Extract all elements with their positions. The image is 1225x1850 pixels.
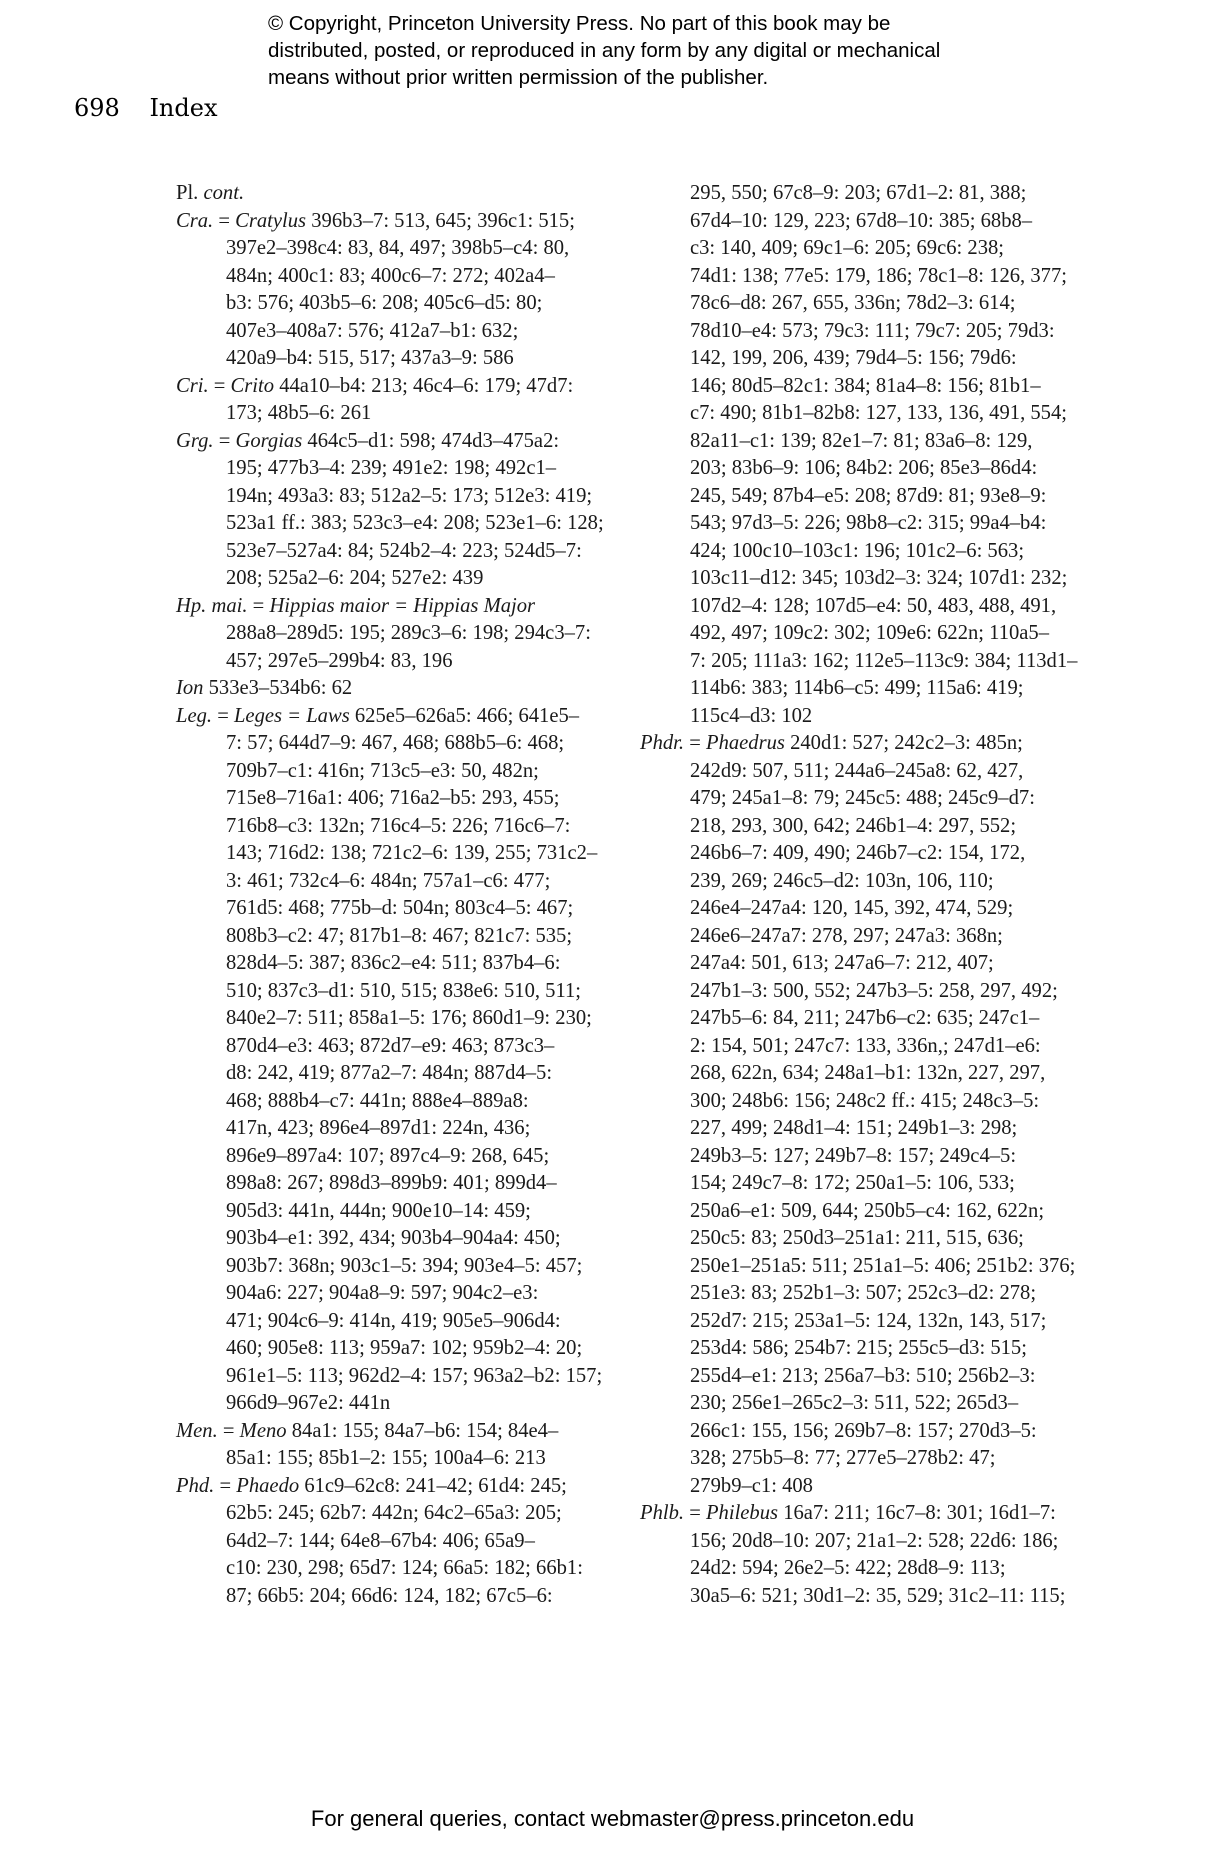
index-entry-line xyxy=(640,895,1060,923)
entry-refs: 898a8: 267; 898d3–899b9: 401; 899d4– xyxy=(226,1172,557,1194)
index-entry-line xyxy=(640,1170,1060,1198)
index-entry-line xyxy=(640,1363,1060,1391)
index-entry-head xyxy=(176,1418,606,1446)
entry-abbreviation: Grg. xyxy=(176,429,214,452)
index-entry-line xyxy=(640,675,1060,703)
index-entry-line xyxy=(176,1033,606,1061)
index-entry-line xyxy=(176,318,606,346)
index-entry-line xyxy=(640,318,1060,346)
index-entry-line xyxy=(640,1280,1060,1308)
index-entry-line xyxy=(176,785,606,813)
index-entry-line xyxy=(176,1363,606,1391)
entry-refs: 828d4–5: 387; 836c2–e4: 511; 837b4–6: xyxy=(226,952,561,974)
footer-contact: For general queries, contact webmaster@press.princeton.edu xyxy=(310,1806,915,1831)
running-title: Index xyxy=(149,94,218,122)
index-entry-line xyxy=(176,1528,606,1556)
entry-refs: 457; 297e5–299b4: 83, 196 xyxy=(226,649,453,672)
copyright-notice xyxy=(268,10,1028,91)
copyright-line: means without prior written permission of the publisher. xyxy=(268,66,769,89)
entry-refs: 300; 248b6: 156; 248c2 ff.: 415; 248c3–5: xyxy=(690,1089,1040,1112)
index-entry-line xyxy=(640,1473,1060,1501)
index-entry-line xyxy=(176,1005,606,1033)
index-entry-line xyxy=(176,1308,606,1336)
entry-refs: 761d5: 468; 775b–d: 504n; 803c4–5: 467; xyxy=(226,897,574,919)
index-entry-line xyxy=(176,1198,606,1226)
entry-abbreviation: Phdr. xyxy=(640,732,685,754)
index-entry-line xyxy=(640,1308,1060,1336)
index-entry-line xyxy=(640,1555,1060,1583)
entry-refs: 142, 199, 206, 439; 79d4–5: 156; 79d6: xyxy=(690,347,1017,369)
entry-refs: 903b7: 368n; 903c1–5: 394; 903e4–5: 457; xyxy=(226,1254,583,1277)
entry-refs: 251e3: 83; 252b1–3: 507; 252c3–d2: 278; xyxy=(690,1282,1037,1304)
entry-refs: 247b5–6: 84, 211; 247b6–c2: 635; 247c1– xyxy=(690,1007,1040,1029)
index-entry-line xyxy=(176,620,606,648)
index-entry-line xyxy=(640,1335,1060,1363)
entry-refs: 468; 888b4–c7: 441n; 888e4–889a8: xyxy=(226,1089,529,1112)
entry-equals: = xyxy=(214,1474,237,1497)
continuation-prefix: Pl. xyxy=(176,182,204,204)
index-entry-line xyxy=(176,1115,606,1143)
entry-equals: = xyxy=(247,594,270,617)
entry-refs: 156; 20d8–10: 207; 21a1–2: 528; 22d6: 186; xyxy=(690,1529,1059,1552)
entry-refs: 74d1: 138; 77e5: 179, 186; 78c1–8: 126, 377; xyxy=(690,264,1067,287)
entry-title: Leges = Laws xyxy=(233,704,350,727)
entry-refs: 246e4–247a4: 120, 145, 392, 474, 529; xyxy=(690,897,1014,919)
entry-refs: 533e3–534b6: 62 xyxy=(208,677,353,699)
entry-refs: 464c5–d1: 598; 474d3–475a2: xyxy=(307,429,560,452)
index-entry-line xyxy=(176,1555,606,1583)
entry-refs: 16a7: 211; 16c7–8: 301; 16d1–7: xyxy=(783,1502,1056,1524)
index-entry-line xyxy=(176,978,606,1006)
index-entry-line xyxy=(640,1033,1060,1061)
index-entry-head xyxy=(176,428,606,456)
index-entry-head xyxy=(176,208,606,236)
index-entry-line xyxy=(176,1253,606,1281)
entry-refs: 107d2–4: 128; 107d5–e4: 50, 483, 488, 491, xyxy=(690,594,1057,617)
entry-refs: 247a4: 501, 613; 247a6–7: 212, 407; xyxy=(690,952,994,974)
index-entry-line xyxy=(640,1143,1060,1171)
entry-refs: 250e1–251a5: 511; 251a1–5: 406; 251b2: 376; xyxy=(690,1254,1076,1277)
index-entry-line xyxy=(640,1445,1060,1473)
entry-refs: c10: 230, 298; 65d7: 124; 66a5: 182; 66b1: xyxy=(226,1557,583,1579)
page-number: 698 xyxy=(74,94,120,122)
entry-refs: 523e7–527a4: 84; 524b2–4: 223; 524d5–7: xyxy=(226,539,582,562)
index-entry-line xyxy=(640,455,1060,483)
entry-refs: 246b6–7: 409, 490; 246b7–c2: 154, 172, xyxy=(690,842,1026,864)
index-entry-line xyxy=(640,923,1060,951)
entry-refs: 64d2–7: 144; 64e8–67b4: 406; 65a9– xyxy=(226,1529,535,1552)
index-entry-line xyxy=(176,1088,606,1116)
index-entry-line xyxy=(640,1115,1060,1143)
entry-equals: = xyxy=(213,429,236,452)
index-entry-line xyxy=(640,950,1060,978)
entry-refs: 716b8–c3: 132n; 716c4–5: 226; 716c6–7: xyxy=(226,814,571,837)
entry-refs: 424; 100c10–103c1: 196; 101c2–6: 563; xyxy=(690,539,1025,562)
entry-equals: = xyxy=(213,209,236,232)
index-entry-line xyxy=(640,1005,1060,1033)
entry-refs: 523a1 ff.: 383; 523c3–e4: 208; 523e1–6: 128; xyxy=(226,512,604,534)
index-entry-line xyxy=(176,1500,606,1528)
index-entry-head xyxy=(640,1500,1060,1528)
entry-abbreviation: Hp. mai. xyxy=(176,594,248,617)
entry-refs: 905d3: 441n, 444n; 900e10–14: 459; xyxy=(226,1199,531,1222)
index-entry-line xyxy=(640,208,1060,236)
entry-refs: 218, 293, 300, 642; 246b1–4: 297, 552; xyxy=(690,814,1017,837)
entry-refs: c7: 490; 81b1–82b8: 127, 133, 136, 491, 554; xyxy=(690,402,1067,424)
index-entry-line xyxy=(640,813,1060,841)
entry-refs: 203; 83b6–9: 106; 84b2: 206; 85e3–86d4: xyxy=(690,457,1038,479)
entry-title: Gorgias xyxy=(235,429,303,452)
entry-refs: 961e1–5: 113; 962d2–4: 157; 963a2–b2: 157; xyxy=(226,1364,603,1387)
entry-refs: 840e2–7: 511; 858a1–5: 176; 860d1–9: 230; xyxy=(226,1007,592,1029)
entry-refs: 242d9: 507, 511; 244a6–245a8: 62, 427, xyxy=(690,759,1024,782)
entry-refs: 78c6–d8: 267, 655, 336n; 78d2–3: 614; xyxy=(690,292,1016,314)
entry-refs: 85a1: 155; 85b1–2: 155; 100a4–6: 213 xyxy=(226,1447,546,1469)
index-entry-line xyxy=(176,290,606,318)
entry-refs: 103c11–d12: 345; 103d2–3: 324; 107d1: 232; xyxy=(690,567,1068,589)
entry-refs: 397e2–398c4: 83, 84, 497; 398b5–c4: 80, xyxy=(226,237,570,259)
index-entry-line xyxy=(176,950,606,978)
entry-equals: = xyxy=(208,374,231,397)
index-entry-line xyxy=(640,1060,1060,1088)
index-entry-line xyxy=(176,1170,606,1198)
index-entry-line xyxy=(176,868,606,896)
entry-equals: = xyxy=(217,1419,240,1442)
index-entry-line xyxy=(176,510,606,538)
entry-refs: 253d4: 586; 254b7: 215; 255c5–d3: 515; xyxy=(690,1337,1027,1359)
entry-equals: = xyxy=(684,732,706,754)
entry-refs: 195; 477b3–4: 239; 491e2: 198; 492c1– xyxy=(226,457,557,479)
index-entry-line xyxy=(640,263,1067,291)
index-entry-line xyxy=(640,1583,1066,1611)
index-entry-line xyxy=(640,290,1060,318)
index-entry-line xyxy=(176,400,606,428)
entry-refs: 87; 66b5: 204; 66d6: 124, 182; 67c5–6: xyxy=(226,1584,553,1607)
copyright-line: © Copyright, Princeton University Press. No part of this book may be xyxy=(268,12,891,35)
index-entry-line xyxy=(176,1583,606,1611)
index-entry-line xyxy=(176,345,606,373)
entry-refs: 44a10–b4: 213; 46c4–6: 179; 47d7: xyxy=(279,374,574,397)
entry-refs: 417n, 423; 896e4–897d1: 224n, 436; xyxy=(226,1117,531,1139)
entry-abbreviation: Ion xyxy=(176,677,204,699)
index-entry-line xyxy=(640,868,1060,896)
entry-refs: 240d1: 527; 242c2–3: 485n; xyxy=(790,732,1023,754)
entry-abbreviation: Phd. xyxy=(176,1474,215,1497)
entry-title: Hippias maior = Hippias Major xyxy=(269,594,536,617)
index-column-right xyxy=(640,180,1078,1610)
entry-abbreviation: Cra. xyxy=(176,209,214,232)
continuation-heading xyxy=(176,180,606,208)
entry-title: Crito xyxy=(230,374,275,397)
index-entry-line xyxy=(176,565,606,593)
entry-equals: = xyxy=(212,704,234,727)
entry-refs: 30a5–6: 521; 30d1–2: 35, 529; 31c2–11: 115; xyxy=(690,1584,1066,1607)
index-entry-head xyxy=(176,703,606,731)
entry-refs: 279b9–c1: 408 xyxy=(690,1474,813,1497)
index-entry-line xyxy=(640,978,1060,1006)
entry-refs: 625e5–626a5: 466; 641e5– xyxy=(354,704,580,727)
index-entry-line xyxy=(640,483,1060,511)
index-entry-line xyxy=(640,593,1060,621)
entry-refs: 484n; 400c1: 83; 400c6–7: 272; 402a4– xyxy=(226,264,555,287)
entry-refs: 328; 275b5–8: 77; 277e5–278b2: 47; xyxy=(690,1447,996,1469)
entry-refs: 896e9–897a4: 107; 897c4–9: 268, 645; xyxy=(226,1144,550,1167)
entry-refs: 966d9–967e2: 441n xyxy=(226,1392,391,1414)
entry-equals: = xyxy=(684,1502,706,1524)
entry-refs: 709b7–c1: 416n; 713c5–e3: 50, 482n; xyxy=(226,759,539,782)
entry-refs: 84a1: 155; 84a7–b6: 154; 84e4– xyxy=(291,1419,559,1442)
entry-title: Phaedo xyxy=(236,1474,300,1497)
index-entry-line xyxy=(640,758,1060,786)
copyright-line: distributed, posted, or reproduced in any form by any digital or mechanical xyxy=(268,39,941,62)
index-entry-line xyxy=(640,840,1060,868)
index-column-left xyxy=(176,180,606,1610)
index-entry-line xyxy=(176,263,606,291)
entry-abbreviation: Leg. xyxy=(176,704,213,727)
entry-refs: 266c1: 155, 156; 269b7–8: 157; 270d3–5: xyxy=(690,1419,1037,1442)
entry-refs: 543; 97d3–5: 226; 98b8–c2: 315; 99a4–b4: xyxy=(690,512,1047,534)
entry-refs: 479; 245a1–8: 79; 245c5: 488; 245c9–d7: xyxy=(690,787,1035,809)
entry-refs: 252d7: 215; 253a1–5: 124, 132n, 143, 517; xyxy=(690,1309,1047,1332)
index-entry-line xyxy=(176,758,606,786)
index-entry-line xyxy=(640,565,1068,593)
entry-refs: d8: 242, 419; 877a2–7: 484n; 887d4–5: xyxy=(226,1062,553,1084)
entry-refs: 510; 837c3–d1: 510, 515; 838e6: 510, 511; xyxy=(226,979,582,1002)
index-entry-line xyxy=(176,813,606,841)
index-entry-line xyxy=(640,1225,1060,1253)
index-entry-line xyxy=(176,895,606,923)
entry-refs: 903b4–e1: 392, 434; 903b4–904a4: 450; xyxy=(226,1227,561,1249)
entry-refs: 67d4–10: 129, 223; 67d8–10: 385; 68b8– xyxy=(690,209,1033,232)
index-entry-line xyxy=(640,180,1060,208)
index-entry-line xyxy=(176,1335,606,1363)
entry-refs: 154; 249c7–8: 172; 250a1–5: 106, 533; xyxy=(690,1172,1015,1194)
index-entry-line xyxy=(176,1390,606,1418)
index-entry-line xyxy=(176,235,606,263)
entry-refs: 24d2: 594; 26e2–5: 422; 28d8–9: 113; xyxy=(690,1557,1006,1579)
index-entry-line xyxy=(640,345,1060,373)
index-entry-line xyxy=(640,235,1060,263)
entry-refs: 295, 550; 67c8–9: 203; 67d1–2: 81, 388; xyxy=(690,182,1027,204)
entry-refs: 61c9–62c8: 241–42; 61d4: 245; xyxy=(304,1474,567,1497)
index-entry-head xyxy=(176,675,606,703)
entry-abbreviation: Men. xyxy=(176,1419,218,1442)
running-head xyxy=(74,94,218,122)
index-entry-line xyxy=(176,455,606,483)
entry-refs: 904a6: 227; 904a8–9: 597; 904c2–e3: xyxy=(226,1282,539,1304)
index-entry-head xyxy=(640,730,1060,758)
index-entry-line xyxy=(640,510,1060,538)
entry-refs: 715e8–716a1: 406; 716a2–b5: 293, 455; xyxy=(226,787,560,809)
entry-refs: 173; 48b5–6: 261 xyxy=(226,402,372,424)
entry-refs: 870d4–e3: 463; 872d7–e9: 463; 873c3– xyxy=(226,1034,555,1057)
entry-refs: 250a6–e1: 509, 644; 250b5–c4: 162, 622n; xyxy=(690,1199,1045,1222)
entry-refs: 247b1–3: 500, 552; 247b3–5: 258, 297, 492; xyxy=(690,979,1058,1002)
entry-title: Meno xyxy=(239,1419,287,1442)
entry-refs: 114b6: 383; 114b6–c5: 499; 115a6: 419; xyxy=(690,677,1024,699)
index-entry-line xyxy=(176,538,606,566)
index-entry-line xyxy=(176,1445,606,1473)
entry-refs: 208; 525a2–6: 204; 527e2: 439 xyxy=(226,567,484,589)
index-entry-line xyxy=(640,1528,1060,1556)
entry-refs: 420a9–b4: 515, 517; 437a3–9: 586 xyxy=(226,347,514,369)
index-entry-line xyxy=(176,483,606,511)
entry-refs: 268, 622n, 634; 248a1–b1: 132n, 227, 297, xyxy=(690,1062,1046,1084)
entry-refs: 62b5: 245; 62b7: 442n; 64c2–65a3: 205; xyxy=(226,1502,562,1524)
entry-refs: 115c4–d3: 102 xyxy=(690,704,813,727)
entry-refs: 460; 905e8: 113; 959a7: 102; 959b2–4: 20; xyxy=(226,1337,583,1359)
entry-refs: 227, 499; 248d1–4: 151; 249b1–3: 298; xyxy=(690,1117,1018,1139)
entry-refs: 255d4–e1: 213; 256a7–b3: 510; 256b2–3: xyxy=(690,1364,1036,1387)
index-entry-line xyxy=(640,538,1060,566)
entry-refs: 808b3–c2: 47; 817b1–8: 467; 821c7: 535; xyxy=(226,924,573,947)
index-entry-line xyxy=(176,1143,606,1171)
entry-refs: 471; 904c6–9: 414n, 419; 905e5–906d4: xyxy=(226,1309,561,1332)
entry-refs: 246e6–247a7: 278, 297; 247a3: 368n; xyxy=(690,924,1003,947)
entry-refs: 2: 154, 501; 247c7: 133, 336n,; 247d1–e6: xyxy=(690,1034,1041,1057)
index-entry-line xyxy=(176,730,606,758)
entry-refs: 250c5: 83; 250d3–251a1: 211, 515, 636; xyxy=(690,1227,1024,1249)
entry-refs: 407e3–408a7: 576; 412a7–b1: 632; xyxy=(226,319,519,342)
entry-refs: 7: 57; 644d7–9: 467, 468; 688b5–6: 468; xyxy=(226,732,565,754)
entry-refs: 230; 256e1–265c2–3: 511, 522; 265d3– xyxy=(690,1392,1019,1414)
index-entry-head xyxy=(176,1473,606,1501)
entry-abbreviation: Cri. xyxy=(176,374,209,397)
entry-abbreviation: Phlb. xyxy=(640,1502,685,1524)
index-entry-line xyxy=(640,428,1060,456)
entry-refs: 396b3–7: 513, 645; 396c1: 515; xyxy=(311,209,575,232)
index-entry-line xyxy=(640,785,1060,813)
index-entry-line xyxy=(640,1198,1060,1226)
index-entry-line xyxy=(176,840,606,868)
index-entry-line xyxy=(640,1253,1076,1281)
entry-refs: 492, 497; 109c2: 302; 109e6: 622n; 110a5– xyxy=(690,622,1050,644)
entry-title: Cratylus xyxy=(235,209,307,232)
index-entry-line xyxy=(640,1418,1060,1446)
entry-refs: 3: 461; 732c4–6: 484n; 757a1–c6: 477; xyxy=(226,869,551,892)
entry-refs: 143; 716d2: 138; 721c2–6: 139, 255; 731c2– xyxy=(226,842,598,864)
index-entry-line xyxy=(640,373,1060,401)
continuation-label: cont. xyxy=(203,182,245,204)
entry-refs: 245, 549; 87b4–e5: 208; 87d9: 81; 93e8–9: xyxy=(690,484,1047,507)
entry-refs: 146; 80d5–82c1: 384; 81a4–8: 156; 81b1– xyxy=(690,374,1041,397)
index-entry-line xyxy=(176,923,606,951)
index-entry-line xyxy=(176,1280,606,1308)
index-entry-line xyxy=(640,620,1060,648)
index-entry-line xyxy=(176,648,606,676)
entry-refs: b3: 576; 403b5–6: 208; 405c6–d5: 80; xyxy=(226,292,543,314)
index-entry-head xyxy=(176,593,606,621)
index-entry-line xyxy=(640,400,1067,428)
entry-refs: 7: 205; 111a3: 162; 112e5–113c9: 384; 113d1– xyxy=(690,649,1078,672)
entry-title: Phaedrus xyxy=(705,732,785,754)
index-entry-line xyxy=(176,1225,606,1253)
index-entry-head xyxy=(176,373,606,401)
index-entry-line xyxy=(176,1060,606,1088)
entry-refs: 249b3–5: 127; 249b7–8: 157; 249c4–5: xyxy=(690,1144,1017,1167)
entry-refs: 194n; 493a3: 83; 512a2–5: 173; 512e3: 419; xyxy=(226,484,593,507)
index-entry-line xyxy=(640,1390,1060,1418)
entry-title: Philebus xyxy=(705,1502,779,1524)
entry-refs: 288a8–289d5: 195; 289c3–6: 198; 294c3–7: xyxy=(226,622,591,644)
index-entry-line xyxy=(640,1088,1060,1116)
entry-refs: 78d10–e4: 573; 79c3: 111; 79c7: 205; 79d3: xyxy=(690,319,1055,342)
index-entry-line xyxy=(640,648,1078,676)
entry-refs: c3: 140, 409; 69c1–6: 205; 69c6: 238; xyxy=(690,237,1005,259)
entry-refs: 239, 269; 246c5–d2: 103n, 106, 110; xyxy=(690,869,994,892)
index-entry-line xyxy=(640,703,1060,731)
entry-refs: 82a11–c1: 139; 82e1–7: 81; 83a6–8: 129, xyxy=(690,429,1033,452)
